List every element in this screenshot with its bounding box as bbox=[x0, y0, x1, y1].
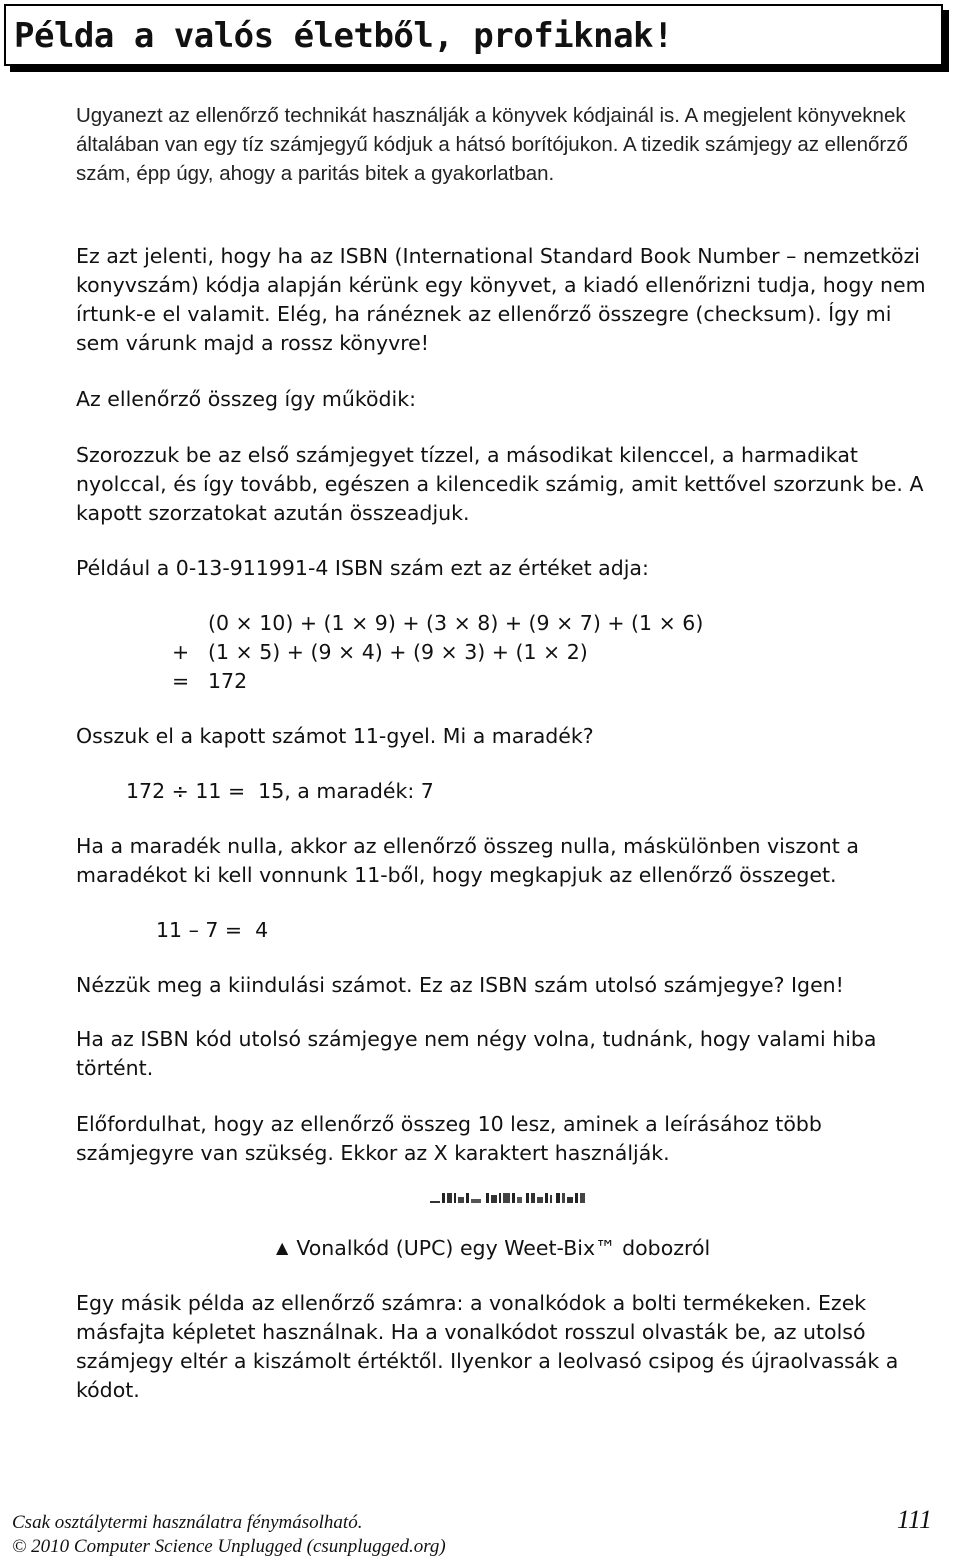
calc-line-2: (1 × 5) + (9 × 4) + (9 × 3) + (1 × 2) bbox=[208, 640, 588, 664]
barcode-caption bbox=[276, 1233, 710, 1263]
check-paragraph: Nézzük meg a kiindulási számot. Ez az ISBN szám utolsó számjegye? Igen! bbox=[76, 973, 844, 997]
isbn-paragraph: Ez azt jelenti, hogy ha az ISBN (International Standard Book Number – nemzetközi konyvszám) kódja alapján kérünk egy könyvet, a kiadó ellenőrizni tudja, hogy nem írtunk-e el valamit. Elég, ha ránéznek az ellenőrző összegre (checksum). Így mi sem várunk majd a rossz könyvre! bbox=[76, 244, 926, 355]
calc-line-1: (0 × 10) + (1 × 9) + (3 × 8) + (9 × 7) + (1 × 6) bbox=[208, 611, 704, 635]
barcode-image bbox=[430, 1191, 590, 1205]
page-title: Példa a valós életből, profiknak! bbox=[14, 16, 674, 56]
page-number: 111 bbox=[896, 1505, 932, 1534]
multiply-paragraph: Szorozzuk be az első számjegyet tízzel, a másodikat kilenccel, a harmadikat nyolccal, és így tovább, egészen a kilencedik számig, amit kettővel szorzunk be. A kapott szorzatokat azután összeadjuk. bbox=[76, 443, 924, 525]
subtraction-line: 11 – 7 = 4 bbox=[156, 918, 269, 942]
example-paragraph: Például a 0-13-911991-4 ISBN szám ezt az értéket adja: bbox=[76, 556, 649, 580]
how-paragraph: Az ellenőrző összeg így működik: bbox=[76, 387, 416, 411]
calc-op-equals: = bbox=[172, 669, 190, 693]
division-line: 172 ÷ 11 = 15, a maradék: 7 bbox=[126, 779, 434, 803]
footer-copy-note: Csak osztálytermi használatra fénymásolható. bbox=[12, 1512, 363, 1533]
not-four-paragraph: Ha az ISBN kód utolsó számjegye nem négy volna, tudnánk, hogy valami hiba történt. bbox=[76, 1027, 877, 1080]
footer-copyright: © 2010 Computer Science Unplugged (csunplugged.org) bbox=[12, 1536, 446, 1557]
barcode-paragraph: Egy másik példa az ellenőrző számra: a vonalkódok a bolti termékeken. Ezek másfajta képletet használnak. Ha a vonalkódot rosszul olvasták be, az utolsó számjegy eltér a kiszámolt értéktől. Ilyenkor a leolvasó csipog és újraolvassák a kódot. bbox=[76, 1291, 899, 1402]
up-triangle-icon: ▲ bbox=[276, 1238, 289, 1257]
intro-paragraph: Ugyanezt az ellenőrző technikát használják a könyvek kódjainál is. A megjelent könyveknek általában van egy tíz számjegyű kódjuk a hátsó borítójukon. A tizedik számjegy az ellenőrző szám, épp úgy, ahogy a paritás bitek a gyakorlatban. bbox=[76, 104, 908, 185]
remainder-paragraph: Ha a maradék nulla, akkor az ellenőrző összeg nulla, máskülönben viszont a maradékot ki kell vonnunk 11-ből, hogy megkapjuk az ellenőrző összeget. bbox=[76, 834, 859, 887]
divide-paragraph: Osszuk el a kapott számot 11-gyel. Mi a maradék? bbox=[76, 724, 594, 748]
title-box bbox=[4, 4, 943, 66]
calc-line-3: 172 bbox=[208, 669, 248, 693]
ten-paragraph: Előfordulhat, hogy az ellenőrző összeg 10 lesz, aminek a leírásához több számjegyre van szükség. Ekkor az X karaktert használják. bbox=[76, 1112, 822, 1165]
calc-op-plus: + bbox=[172, 640, 190, 664]
caption-text: Vonalkód (UPC) egy Weet-Bix™ dobozról bbox=[296, 1236, 711, 1260]
